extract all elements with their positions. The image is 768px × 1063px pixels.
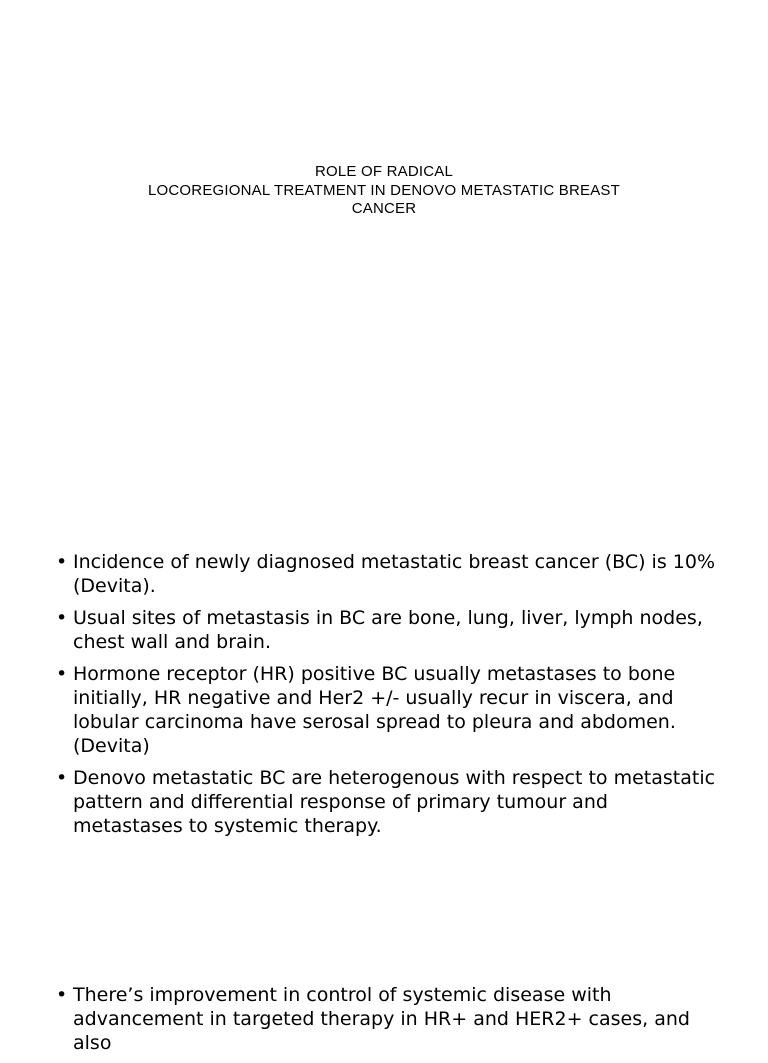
bullet-dot-icon: • [56, 663, 68, 685]
title-line: LOCOREGIONAL TREATMENT IN DENOVO METASTATIC BREAST [147, 181, 620, 199]
bullet-text: Denovo metastatic BC are heterogenous with respect to metastatic pattern and differential response of primary tumour and metastases to systemic therapy. [73, 767, 716, 837]
title-line: CANCER [351, 200, 417, 217]
bullet-dot-icon: • [56, 551, 68, 573]
bullet-text: Incidence of newly diagnosed metastatic breast cancer (BC) is 10% (Devita). [73, 551, 715, 597]
bullet-text: Hormone receptor (HR) positive BC usually metastases to bone initially, HR negative and Her2 +/- usually recur in viscera, and lobular carcinoma have serosal spread to pleura and abdomen. (Devita) [73, 663, 676, 757]
bullet-list-continued [56, 983, 716, 1063]
bullet-text: Usual sites of metastasis in BC are bone, lung, liver, lymph nodes, chest wall and brain. [73, 607, 703, 653]
bullet-item [56, 606, 716, 654]
bullet-dot-icon: • [56, 767, 68, 789]
bullet-item [56, 766, 716, 838]
title-line: ROLE OF RADICAL [314, 163, 454, 180]
slide-title [0, 163, 768, 219]
bullet-text: There’s improvement in control of systemic disease with advancement in targeted therapy in HR+ and HER2+ cases, and also [73, 984, 690, 1054]
bullet-dot-icon: • [56, 984, 68, 1006]
bullet-dot-icon: • [56, 607, 68, 629]
bullet-item [56, 662, 716, 758]
bullet-item [56, 983, 716, 1055]
bullet-list [56, 550, 716, 846]
bullet-item [56, 550, 716, 598]
